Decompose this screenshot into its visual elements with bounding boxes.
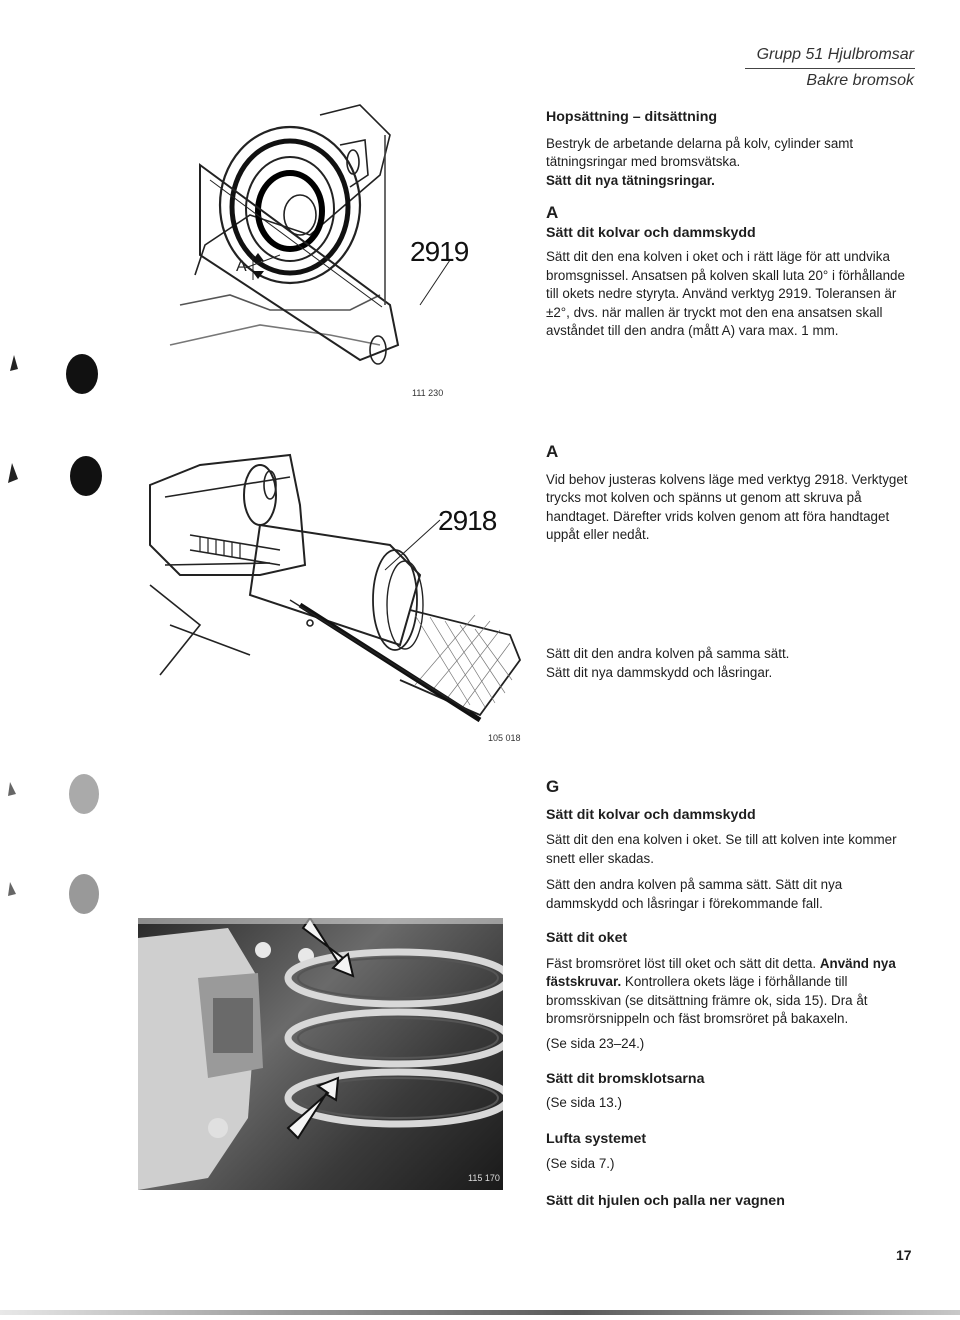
pistons-paragraph-2: Sätt den andra kolven på samma sätt. Sätt dit nya dammskydd och låsringar i förekommande fall. [546,877,843,911]
brake-pads-title: Sätt dit bromsklotsarna [546,1071,705,1087]
figure-1-number: 111 230 [412,388,444,398]
binder-hole-faint [62,868,108,920]
bleed-system-title: Lufta systemet [546,1131,647,1147]
caliper-fit-text-a: Fäst bromsröret löst till oket och sätt dit detta. [546,955,820,971]
section-assembly [546,108,918,341]
section-assembly-title: Hopsättning – ditsättning [546,109,718,125]
step-letter-a-1: A [546,203,559,222]
step-letter-g: G [546,777,560,796]
page-number: 17 [896,1247,912,1263]
bleed-system-reference: (Se sida 7.) [546,1155,615,1171]
figure-2-number: 105 018 [488,733,521,743]
caliper-fit-text-bold: Använd nya fästskruvar. [546,955,896,989]
header-rule [745,68,915,69]
binder-hole-mark [0,345,34,385]
dust-cover-paragraph: Sätt dit nya dammskydd och låsringar. [546,664,773,680]
step-letter-a-2: A [546,442,559,461]
figure-tool-2918-illustration [140,425,540,730]
scan-edge-bar [0,1310,960,1315]
tool-number-2919: 2919 [410,236,469,267]
binder-hole [60,348,106,400]
figure-1-label-a: A [236,258,247,275]
brake-pads-reference: (Se sida 13.) [546,1094,622,1110]
assembly-paragraph-2: Sätt dit nya tätningsringar. [546,172,715,188]
binder-hole-mark-faint [0,770,40,820]
section-second-piston [546,645,918,682]
binder-hole [64,450,110,502]
fit-wheels-title: Sätt dit hjulen och palla ner vagnen [546,1193,785,1209]
caliper-fit-title: Sätt dit oket [546,930,628,946]
section-pistons-and-covers [546,778,918,1211]
assembly-subtitle: Sätt dit kolvar och dammskydd [546,224,756,241]
second-piston-paragraph: Sätt dit den andra kolven på samma sätt. [546,646,790,661]
assembly-paragraph-3: Sätt dit den ena kolven i oket och i rätt läge för att undvika bromsgnissel. Ansatsen på kolven skall luta 20° i förhållande till okets nedre styryta. Använd verktyg 2919. Toleransen är ±2°, dvs. när mallen är tryckt mot den ena ansatsen skall avståndet till den andra (mått A) vara max. 1 mm. [546,249,905,338]
figure-photo-caliper [138,918,503,1190]
caliper-fit-reference: (Se sida 23–24.) [546,1035,645,1051]
adjust-paragraph-1: Vid behov justeras kolvens läge med verktyg 2918. Verktyget trycks mot kolven och spänns ut genom att skruva på handtaget. Därefter vrids kolven genom att föra handtaget uppåt eller nedåt. [546,471,908,542]
figure-3-number: 115 170 [468,1173,500,1183]
tool-number-2918: 2918 [438,505,497,536]
header-group-title: Grupp 51 Hjulbromsar [756,46,914,63]
binder-hole-faint [62,768,108,820]
assembly-paragraph-1: Bestryk de arbetande delarna på kolv, cylinder samt tätningsringar med bromsvätska. [546,135,854,169]
pistons-covers-title: Sätt dit kolvar och dammskydd [546,806,756,823]
section-adjust-piston [546,443,918,545]
caliper-fit-text-b: Kontrollera okets läge i förhållande till bromsskivan (se ditsättning främre ok, sida 15). Dra åt bromsrörsnippeln och fäst bromsröret på bakaxeln. [546,974,868,1026]
pistons-paragraph-1: Sätt dit den ena kolven i oket. Se till att kolven inte kommer snett eller skadas. [546,832,897,866]
binder-hole-mark [0,455,34,495]
binder-hole-mark-faint [0,870,40,920]
header-subtitle: Bakre bromsok [806,72,914,89]
photo-caliper-illustration [138,918,503,1190]
caliper-fit-paragraph [546,955,918,1029]
